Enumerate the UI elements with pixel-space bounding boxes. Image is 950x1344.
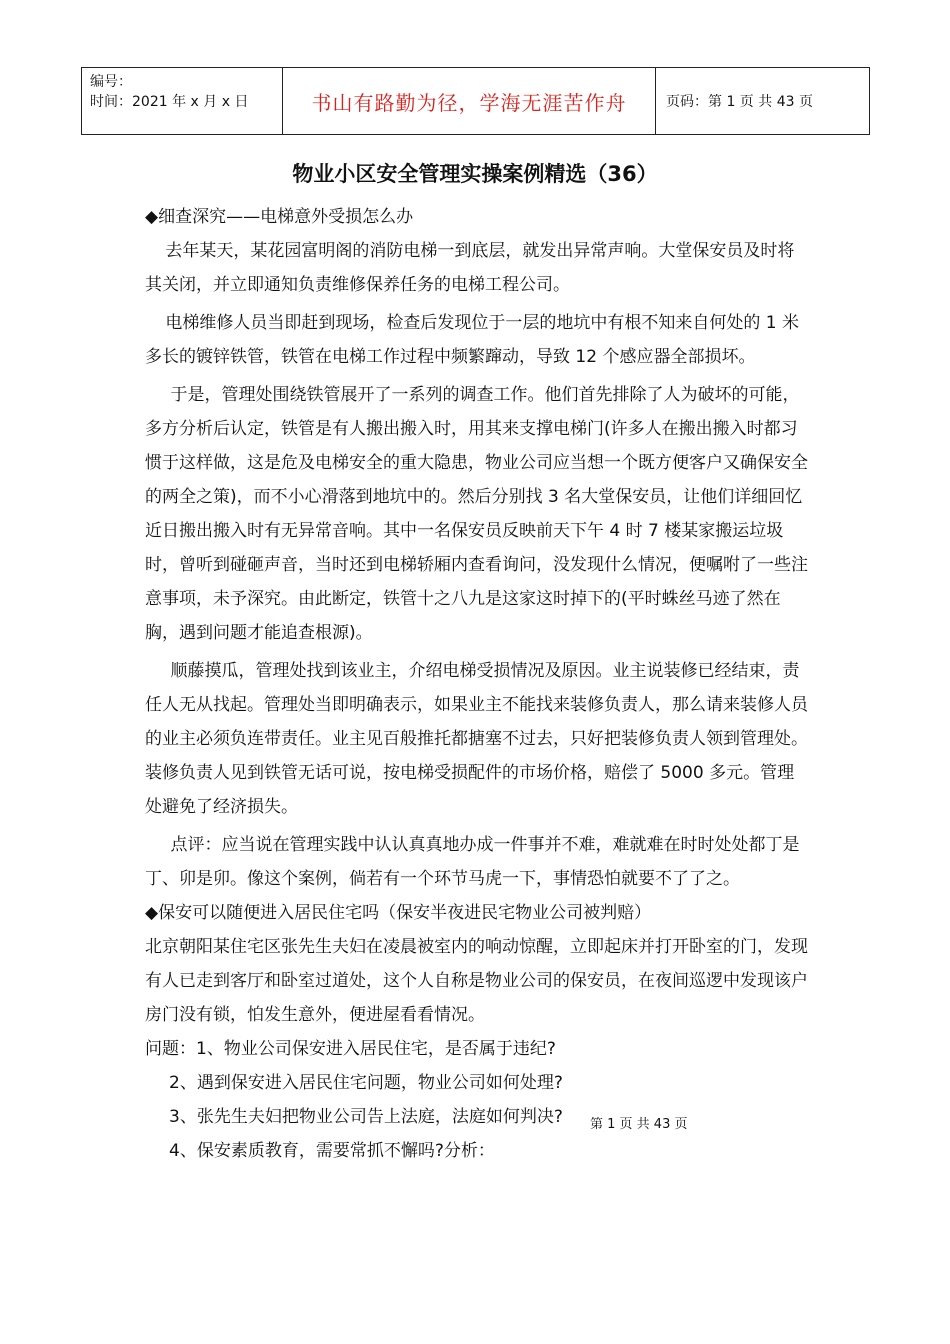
- number-label: 编号：: [90, 74, 132, 90]
- page-header: [81, 67, 870, 135]
- paragraph: 于是，管理处围绕铁管展开了一系列的调查工作。他们首先排除了人为破坏的可能，多方分析后认定，铁管是有人搬出搬入时，用其来支撑电梯门(许多人在搬出搬入时都习惯于这样做，这是危及电梯安全的重大隐患，物业公司应当想一个既方便客户又确保安全的两全之策)，而不小心滑落到地坑中的。然后分别找 3 名大堂保安员，让他们详细回忆近日搬出搬入时有无异常音响。其中一名保安员反映前天下午 4 时 7 楼某家搬运垃圾时，曾听到碰砸声音，当时还到电梯轿厢内查看询问，没发现什么情况，便嘱咐了一些注意事项，未予深究。由此断定，铁管十之八九是这家这时掉下的(平时蛛丝马迹了然在胸，遇到问题才能追查根源)。: [145, 385, 808, 643]
- question-item: 2、遇到保安进入居民住宅问题，物业公司如何处理?: [169, 1073, 563, 1093]
- header-motto: 书山有路勤为径，学海无涯苦作舟: [283, 68, 656, 134]
- header-meta: [82, 68, 283, 134]
- section-heading: ◆保安可以随便进入居民住宅吗（保安半夜进民宅物业公司被判赔）: [145, 903, 652, 923]
- header-page-info: 页码：第 1 页 共 43 页: [666, 94, 813, 110]
- question-item: 问题：1、物业公司保安进入居民住宅，是否属于违纪?: [145, 1039, 556, 1059]
- paragraph: 点评：应当说在管理实践中认认真真地办成一件事并不难，难就难在时时处处都丁是丁、卯是卯。像这个案例，倘若有一个环节马虎一下，事情恐怕就要不了了之。: [145, 835, 800, 889]
- page-footer: 第 1 页 共 43 页: [590, 1117, 688, 1132]
- document-body: [145, 200, 810, 1168]
- section-heading: ◆细查深究——电梯意外受损怎么办: [145, 207, 414, 227]
- page-title: 物业小区安全管理实操案例精选（36）: [292, 162, 658, 186]
- date-label: 时间：2021 年 x 月 x 日: [90, 94, 249, 110]
- paragraph: 电梯维修人员当即赶到现场，检查后发现位于一层的地坑中有根不知来自何处的 1 米多长的镀锌铁管，铁管在电梯工作过程中频繁蹿动，导致 12 个感应器全部损坏。: [145, 313, 800, 367]
- paragraph: 顺藤摸瓜，管理处找到该业主，介绍电梯受损情况及原因。业主说装修已经结束，责任人无从找起。管理处当即明确表示，如果业主不能找来装修负责人，那么请来装修人员的业主必须负连带责任。业主见百般推托都搪塞不过去，只好把装修负责人领到管理处。装修负责人见到铁管无话可说，按电梯受损配件的市场价格，赔偿了 5000 多元。管理处避免了经济损失。: [145, 661, 808, 817]
- question-item: 3、张先生夫妇把物业公司告上法庭，法庭如何判决?: [169, 1107, 563, 1127]
- paragraph: 北京朝阳某住宅区张先生夫妇在凌晨被室内的响动惊醒，立即起床并打开卧室的门，发现有人已走到客厅和卧室过道处，这个人自称是物业公司的保安员，在夜间巡逻中发现该户房门没有锁，怕发生意外，便进屋看看情况。: [145, 937, 808, 1025]
- question-item: 4、保安素质教育，需要常抓不懈吗?分析：: [169, 1141, 495, 1161]
- paragraph: 去年某天，某花园富明阁的消防电梯一到底层，就发出异常声响。大堂保安员及时将其关闭，并立即通知负责维修保养任务的电梯工程公司。: [145, 241, 795, 295]
